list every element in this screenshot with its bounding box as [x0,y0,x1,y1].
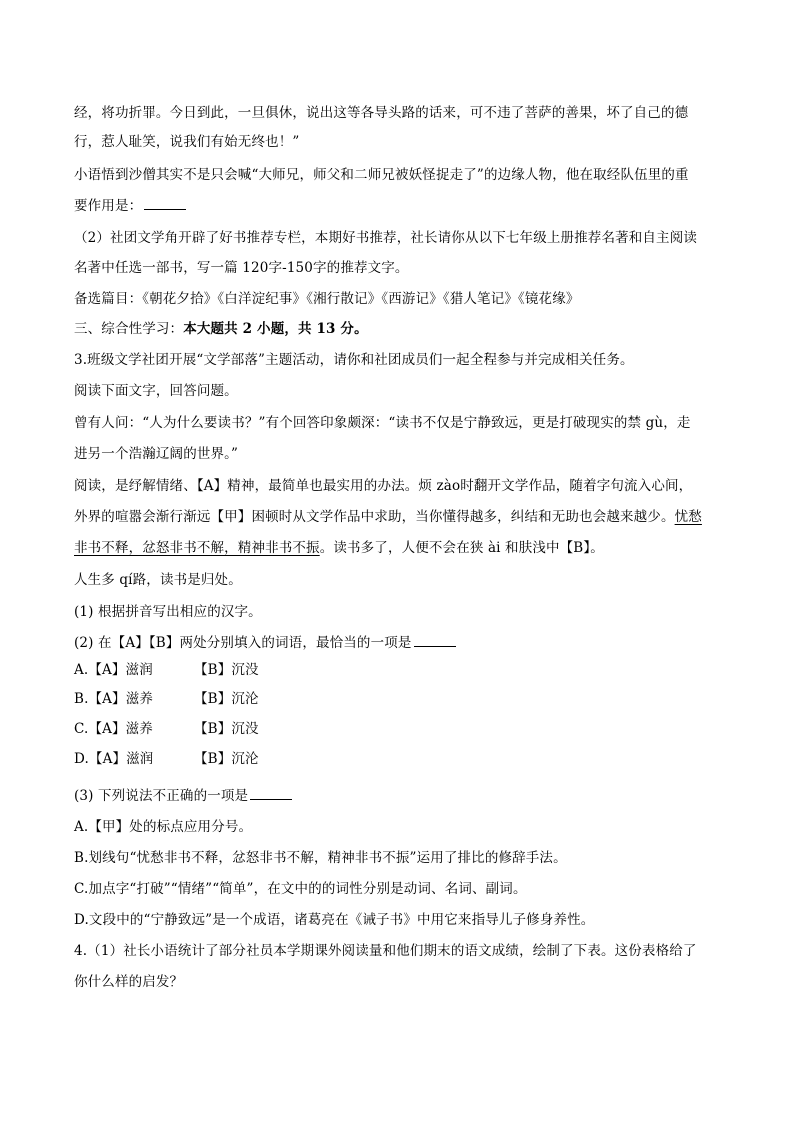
text-line [74,508,734,526]
option-part-b: 【B】沉沦 [194,751,259,767]
text-line: 名著中任选一部书，写一篇 120字-150字的推荐文字。 [74,260,409,276]
answer-blank[interactable] [144,197,186,210]
text-line: 4.（1）社长小语统计了部分社员本学期课外阅读量和他们期末的语文成绩，绘制了下表。这份表格给了 [74,943,697,959]
option-part-b: 【B】沉没 [194,721,259,737]
section-heading [74,320,734,338]
text-line: 小语悟到沙僧其实不是只会喊“大师兄，师父和二师兄被妖怪捉走了”的边缘人物，他在取经队伍里的重 [74,167,689,183]
option-d[interactable] [74,750,734,768]
statement-b: B.划线句“忧愁非书不释，忿怒非书不解，精神非书不振”运用了排比的修辞手法。 [74,850,567,866]
question-line [74,634,734,652]
answer-blank[interactable] [414,634,456,647]
text-line: 阅读，是纾解情绪、【A】精神，最简单也最实用的办法。烦 zào时翻开文学作品，随着字句流入心间， [74,478,693,494]
text-line: 行，惹人耻笑，说我们有始无终也！” [74,134,300,150]
question-line [74,787,734,805]
option-part-a: D.【A】滋润 [74,751,154,767]
text-fragment: 。读书多了，人便不会在狭 ài 和肤浅中【B】。 [319,540,604,556]
text-line: 曾有人问：“人为什么要读书？”有个回答印象颇深：“读书不仅是宁静致远，更是打破现实的禁 gù，走 [74,415,691,431]
section-score: 本大题共 2 小题，共 13 分。 [183,321,368,337]
text-line: (1) 根据拼音写出相应的汉字。 [74,604,262,620]
statement-a: A.【甲】处的标点应用分号。 [74,819,253,835]
text-line: 人生多 qí路，读书是归处。 [74,572,242,588]
statement-c: C.加点字“打破”“情绪”“简单”，在文中的的词性分别是动词、名词、副词。 [74,881,527,897]
option-part-a: C.【A】滋养 [74,721,153,737]
text-line [74,539,734,557]
text-line [74,197,734,215]
statement-d: D.文段中的“宁静致远”是一个成语，诸葛亮在《诫子书》中用它来指导儿子修身养性。 [74,912,595,928]
text-line: 备选篇目：《朝花夕拾》《白洋淀纪事》《湘行散记》《西游记》《猎人笔记》《镜花缘》 [74,291,580,307]
text-line: （2）社团文学角开辟了好书推荐专栏，本期好书推荐，社长请你从以下七年级上册推荐名著和自主阅读 [74,230,697,246]
option-part-a: B.【A】滋养 [74,691,154,707]
option-a[interactable] [74,661,734,679]
option-part-b: 【B】沉没 [194,662,259,678]
text-fragment: 要作用是： [74,198,143,214]
text-line: 3.班级文学社团开展“文学部落”主题活动，请你和社团成员们一起全程参与并完成相关任务。 [74,352,634,368]
option-c[interactable] [74,720,734,738]
underlined-text: 忧愁 [674,509,702,525]
answer-blank[interactable] [250,787,292,800]
option-b[interactable] [74,690,734,708]
text-line: 进另一个浩瀚辽阔的世界。” [74,446,239,462]
underlined-text: 非书不释，忿怒非书不解，精神非书不振 [74,540,320,556]
question-text: (2) 在【A】【B】两处分别填入的词语，最恰当的一项是 [74,635,412,651]
question-text: (3) 下列说法不正确的一项是 [74,788,249,804]
text-fragment: 外界的喧嚣会渐行渐远【甲】困顿时从文学作品中求助，当你懂得越多，纠结和无助也会越来越少。 [74,509,675,525]
option-part-b: 【B】沉沦 [194,691,259,707]
option-part-a: A.【A】滋润 [74,662,153,678]
section-title: 三、综合性学习： [74,321,184,337]
text-line: 你什么样的启发？ [74,974,184,990]
text-line: 阅读下面文字，回答问题。 [74,383,238,399]
text-line: 经，将功折罪。今日到此，一旦俱休，说出这等各导头路的话来，可不违了菩萨的善果，坏了自己的德 [74,105,689,121]
